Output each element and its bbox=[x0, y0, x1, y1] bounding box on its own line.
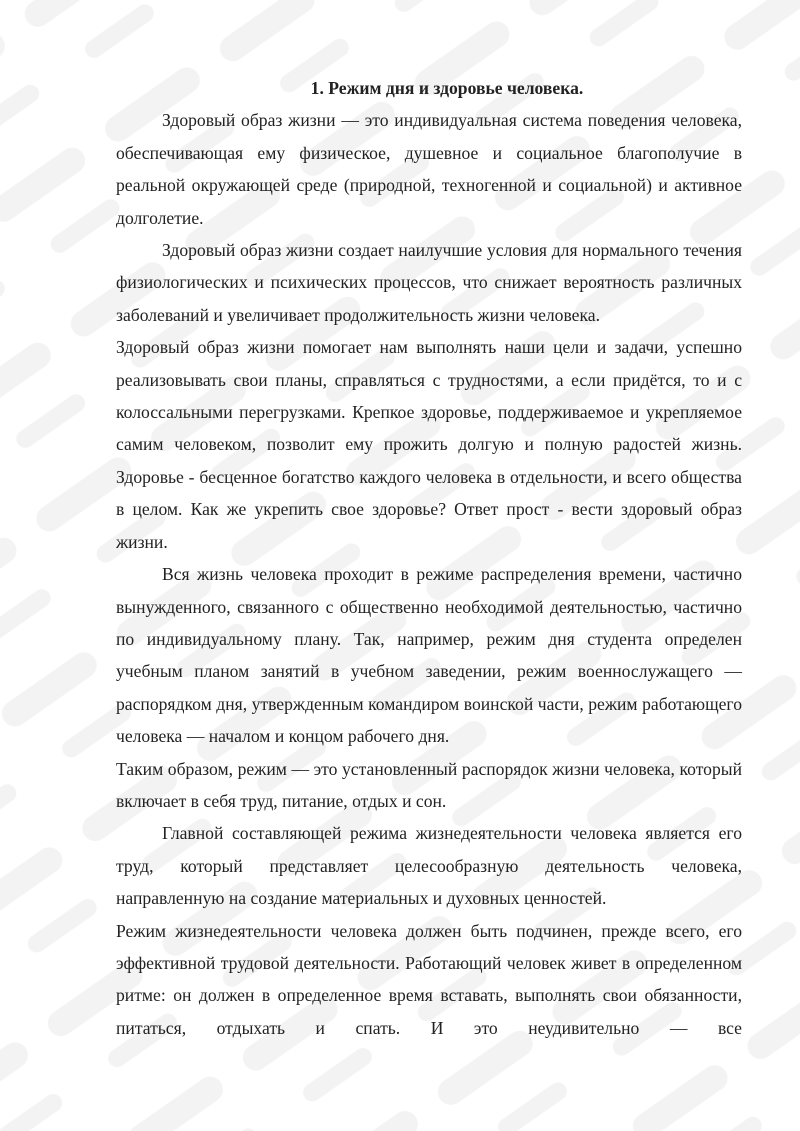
paragraph: Режим жизнедеятельности человека должен быть подчинен, прежде всего, его эффективной трудовой деятельности. Работающий человек живет в определенном ритме: он должен в определенное время вставать, выполнять свои обязанности, питаться, отдыхать и спать. И это неудивительно — все bbox=[116, 920, 742, 1038]
paragraph: Таким образом, режим — это установленный распорядок жизни человека, который включает в себя труд, питание, отдых и сон. bbox=[116, 758, 742, 811]
paragraph: Главной составляющей режима жизнедеятельности человека является его труд, который представляет целесообразную деятельность человека, направленную на создание материальных и духовных ценностей. bbox=[116, 823, 742, 909]
paragraph: Здоровый образ жизни создает наилучшие условия для нормального течения физиологических и психических процессов, что снижает вероятность различных заболеваний и увеличивает продолжительность жизни человека. bbox=[116, 240, 742, 325]
section-title: 1. Режим дня и здоровье человека. bbox=[310, 78, 584, 98]
paragraph: Здоровый образ жизни — это индивидуальная система поведения человека, обеспечивающая ему физическое, душевное и социальное благополучие в реальной окружающей среде (природной, техногенной и социальной) и активное долголетие. bbox=[116, 110, 742, 228]
paragraph: Вся жизнь человека проходит в режиме распределения времени, частично вынужденного, связанного с общественно необходимой деятельностью, частично по индивидуальному плану. Так, например, режим дня студента определен учебным планом занятий в учебном заведении, режим военнослужащего — распорядком дня, утвержденным командиром воинской части, режим работающего человека — началом и концом рабочего дня. bbox=[116, 564, 742, 747]
paragraph: Здоровый образ жизни помогает нам выполнять наши цели и задачи, успешно реализовывать свои планы, справляться с трудностями, а если придётся, то и с колоссальными перегрузками. Крепкое здоровье, поддерживаемое и укрепляемое самим человеком, позволит ему прожить долгую и полную радостей жизнь. Здоровье - бесценное богатство каждого человека в отдельности, и всего общества в целом. Как же укрепить свое здоровье? Ответ прост - вести здоровый образ жизни. bbox=[116, 337, 742, 552]
document-body bbox=[116, 72, 742, 1044]
